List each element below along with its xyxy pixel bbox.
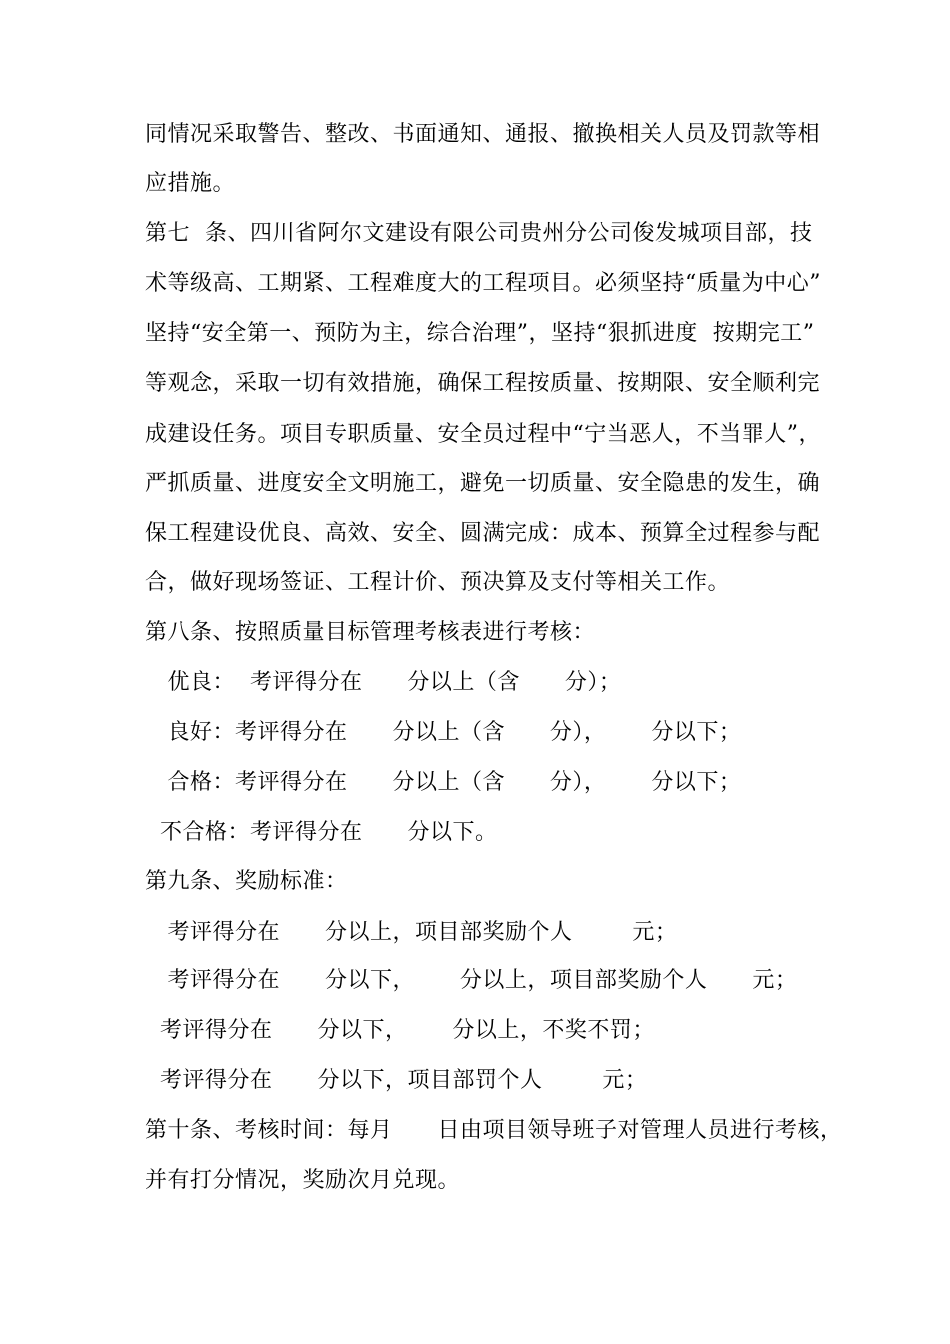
text-line: 坚持“安全第一、预防为主，综合治理”，坚持“狠抓进度 按期完工” [145, 321, 815, 346]
text-line: 等观念，采取一切有效措施，确保工程按质量、按期限、安全顺利完 [145, 371, 821, 396]
text-line: 保工程建设优良、高效、安全、圆满完成：成本、预算全过程参与配 [145, 521, 821, 546]
grade-fail-line: 不合格：考评得分在 分以下。 [145, 820, 498, 845]
penalty-rule-line: 考评得分在 分以下，项目部罚个人 元； [145, 1068, 648, 1093]
text-line: 并有打分情况，奖励次月兑现。 [145, 1168, 461, 1193]
grade-excellent-line: 优良： 考评得分在 分以上（含 分）； [145, 670, 622, 695]
text-line: 同情况采取警告、整改、书面通知、通报、撤换相关人员及罚款等相 [145, 122, 821, 147]
text-line: 应措施。 [145, 171, 236, 196]
text-line: 合，做好现场签证、工程计价、预决算及支付等相关工作。 [145, 570, 731, 595]
article-8-heading-line: 第八条、按照质量目标管理考核表进行考核： [145, 620, 596, 645]
article-10-heading-line: 第十条、考核时间：每月 日由项目领导班子对管理人员进行考核， [145, 1118, 843, 1143]
article-7-heading-line: 第七 条、四川省阿尔文建设有限公司贵州分公司俊发城项目部，技 [145, 221, 813, 246]
text-line: 成建设任务。项目专职质量、安全员过程中“宁当恶人，不当罪人”， [145, 422, 821, 447]
grade-pass-line: 合格：考评得分在 分以上（含 分）， 分以下； [145, 770, 742, 795]
article-9-heading-line: 第九条、奖励标准： [145, 869, 348, 894]
reward-rule-line: 考评得分在 分以上，项目部奖励个人 元； [145, 920, 678, 945]
reward-rule-line: 考评得分在 分以下， 分以上，不奖不罚； [145, 1018, 655, 1043]
text-line: 严抓质量、进度安全文明施工，避免一切质量、安全隐患的发生，确 [145, 471, 821, 496]
grade-good-line: 良好：考评得分在 分以上（含 分）， 分以下； [145, 720, 742, 745]
reward-rule-line: 考评得分在 分以下， 分以上，项目部奖励个人 元； [145, 968, 798, 993]
text-line: 术等级高、工期紧、工程难度大的工程项目。必须坚持“质量为中心” [145, 271, 821, 296]
